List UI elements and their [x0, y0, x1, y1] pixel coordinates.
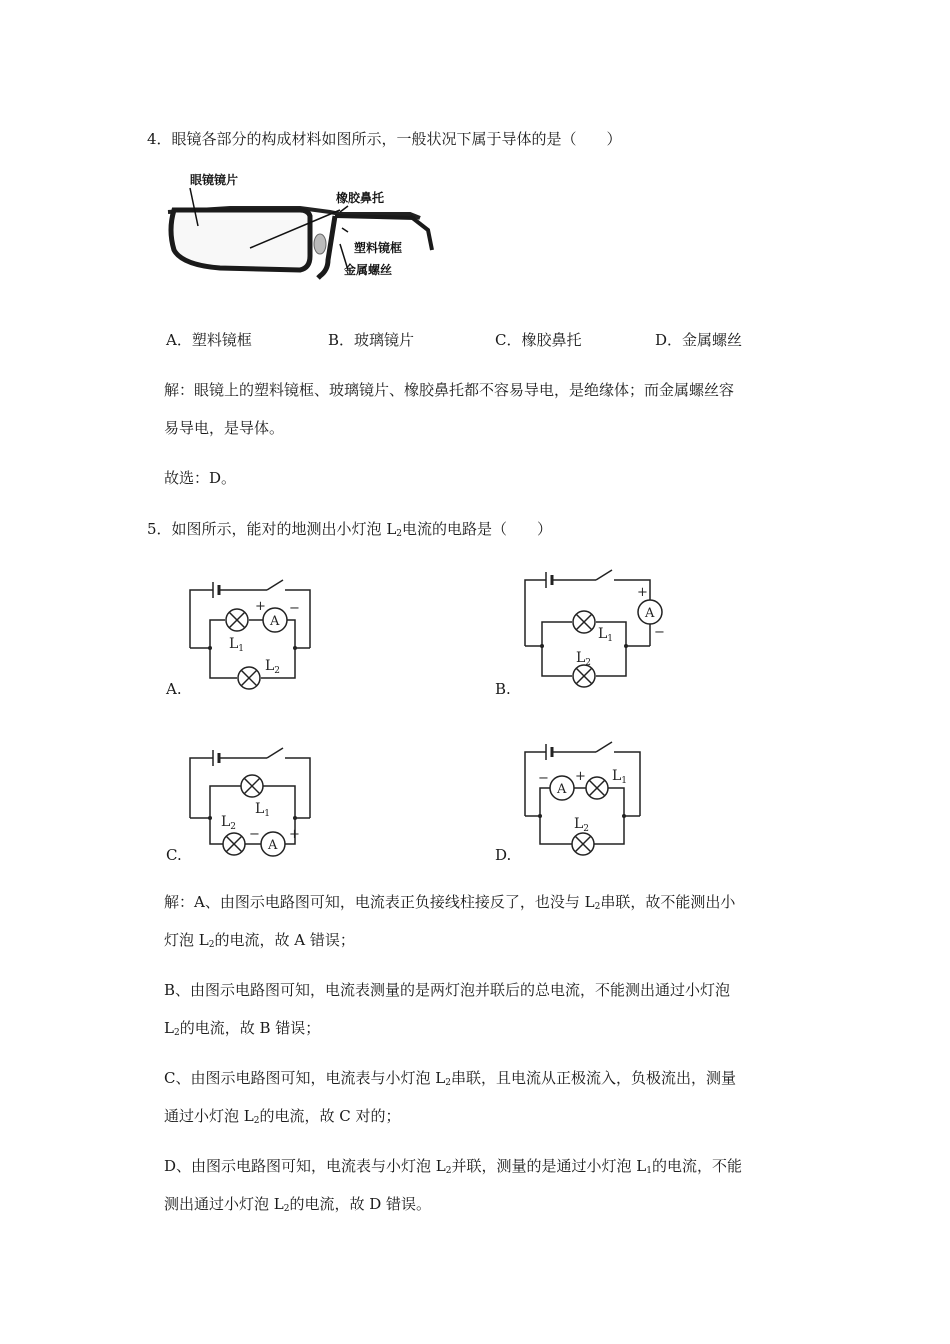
- q5-question: 5．如图所示，能对的地测出小灯泡 $L_2$电流的电路是（ ）: [147, 520, 553, 539]
- q5-option-a-label: A.: [166, 680, 182, 698]
- q5-solution-b-line1: B、由图示电路图可知，电流表测量的是两灯泡并联后的总电流，不能测出通过小灯泡: [164, 981, 731, 999]
- minus-sign: −: [289, 601, 300, 616]
- lamp-l2-label: $L_2$: [221, 814, 237, 832]
- lamp-l1-label: $L_1$: [598, 626, 614, 644]
- plus-sign: +: [255, 599, 266, 614]
- ammeter-label: A: [557, 782, 567, 797]
- lamp-l1-label: $L_1$: [612, 768, 628, 786]
- q4-glasses-figure: [160, 170, 450, 290]
- q4-answer: 故选：D。: [164, 469, 237, 487]
- circuit-d: [520, 738, 670, 863]
- q4-option-d: D．金属螺丝: [655, 331, 743, 349]
- ammeter-label: A: [270, 614, 280, 629]
- q5-solution-b-line2: $L_2$的电流，故 B 错误；: [164, 1019, 321, 1038]
- q5-option-b-label: B.: [495, 680, 511, 698]
- label-lens: 眼镜镜片: [190, 173, 239, 187]
- lamp-l2-label: $L_2$: [576, 650, 592, 668]
- minus-sign: −: [538, 771, 549, 786]
- q4-question: 4．眼镜各部分的构成材料如图所示，一般状况下属于导体的是（ ）: [147, 130, 622, 148]
- plus-sign: +: [289, 827, 300, 842]
- q5-solution-d-line2: 测出通过小灯泡 $L_2$的电流，故 D 错误。: [164, 1195, 432, 1214]
- circuit-b: [520, 566, 670, 694]
- ammeter-label: A: [645, 606, 655, 621]
- q5-solution-a-line2: 灯泡 $L_2$的电流，故 A 错误；: [164, 931, 355, 950]
- minus-sign: −: [249, 827, 260, 842]
- lamp-l2-label: $L_2$: [574, 816, 590, 834]
- q4-solution-line1: 解：眼镜上的塑料镜框、玻璃镜片、橡胶鼻托都不容易导电，是绝缘体；而金属螺丝容: [164, 381, 735, 399]
- q4-option-c: C．橡胶鼻托: [495, 331, 582, 349]
- q4-solution-line2: 易导电，是导体。: [164, 419, 285, 437]
- label-frame: 塑料镜框: [354, 241, 403, 255]
- q4-option-a: A．塑料镜框: [166, 331, 252, 349]
- q5-solution-c-line2: 通过小灯泡 $L_2$的电流，故 C 对的；: [164, 1107, 401, 1126]
- q4-option-b: B．玻璃镜片: [328, 331, 415, 349]
- minus-sign: −: [654, 625, 665, 640]
- label-screw: 金属螺丝: [344, 263, 393, 277]
- plus-sign: +: [637, 585, 648, 600]
- lamp-l1-label: $L_1$: [229, 636, 245, 654]
- ammeter-label: A: [268, 838, 278, 853]
- q5-option-c-label: C.: [166, 846, 182, 864]
- q5-solution-a-line1: 解：A、由图示电路图可知，电流表正负接线柱接反了，也没与 $L_2$串联，故不能测出小: [164, 893, 736, 912]
- circuit-c: [185, 740, 325, 865]
- q5-solution-d-line1: D、由图示电路图可知，电流表与小灯泡 $L_2$并联，测量的是通过小灯泡 $L_1$的电流，不能: [164, 1157, 742, 1176]
- plus-sign: +: [575, 769, 586, 784]
- label-nose-pad: 橡胶鼻托: [336, 191, 385, 205]
- circuit-a: [185, 570, 325, 695]
- q5-option-d-label: D.: [495, 846, 512, 864]
- lamp-l2-label: $L_2$: [265, 658, 281, 676]
- q5-solution-c-line1: C、由图示电路图可知，电流表与小灯泡 $L_2$串联，且电流从正极流入，负极流出，测量: [164, 1069, 736, 1088]
- lamp-l1-label: $L_1$: [255, 801, 271, 819]
